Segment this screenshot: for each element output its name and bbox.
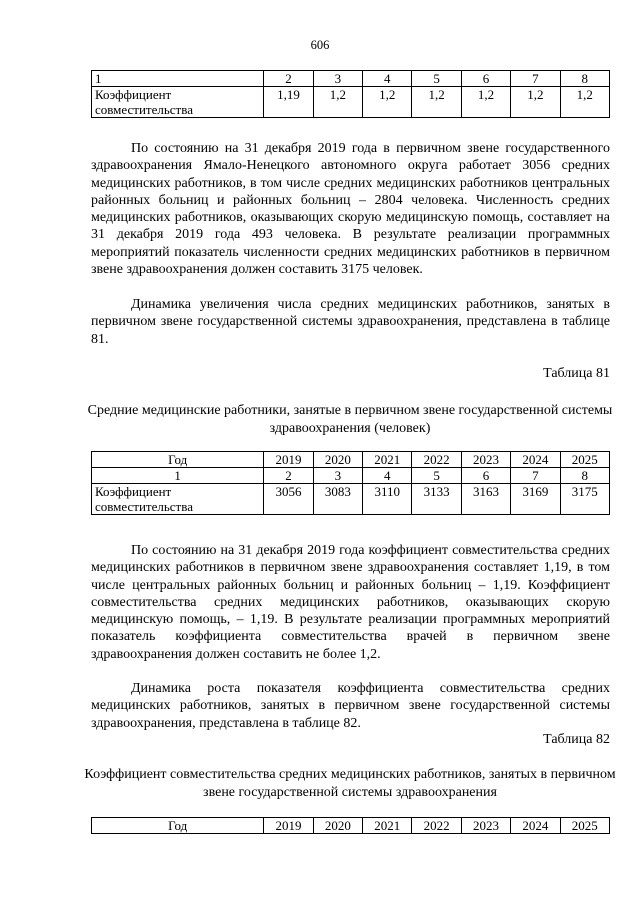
paragraph-4: Динамика роста показателя коэффициента совместительства средних медицинских работников, занятых в первичном звене государственной системы здравоохранения, представлена в таблице 82.: [91, 681, 610, 731]
table-81-label: Таблица 81: [543, 366, 610, 381]
table-cell: 5: [412, 71, 461, 87]
table-cell: 3133: [412, 484, 461, 515]
table-cell: 2: [264, 468, 313, 484]
table-cell: 2019: [264, 452, 313, 468]
year-header: Год: [92, 818, 264, 834]
page-number: 606: [310, 38, 330, 52]
table-cell: 2020: [313, 818, 362, 834]
table-82: [91, 817, 610, 834]
table-cell: 4: [363, 468, 412, 484]
table-cell: 2020: [313, 452, 362, 468]
table-row: [92, 468, 610, 484]
table-cell: 1,19: [264, 87, 313, 118]
table-cell: 2024: [511, 818, 560, 834]
row-label: Коэффициент совместительства: [92, 484, 264, 515]
table-cell: 3175: [560, 484, 609, 515]
table-row: [92, 484, 610, 515]
year-header: Год: [92, 452, 264, 468]
table-cell: 5: [412, 468, 461, 484]
table-row: [92, 818, 610, 834]
table-cell: 3056: [264, 484, 313, 515]
table-81-title: Средние медицинские работники, занятые в первичном звене государственной системы здравоохранения (человек): [87, 403, 613, 436]
table-cell: 1: [92, 71, 264, 87]
table-82-label: Таблица 82: [543, 732, 610, 747]
table-cell: 2023: [461, 452, 510, 468]
table-cell: 2: [264, 71, 313, 87]
table-top: [91, 70, 610, 118]
table-cell: 1,2: [511, 87, 560, 118]
table-cell: 2025: [560, 452, 609, 468]
table-cell: 3083: [313, 484, 362, 515]
table-cell: 4: [363, 71, 412, 87]
table-cell: 3163: [461, 484, 510, 515]
table-cell: 2022: [412, 818, 461, 834]
table-cell: 3: [313, 71, 362, 87]
paragraph-2: Динамика увеличения числа средних медицинских работников, занятых в первичном звене государственной системы здравоохранения, представлена в таблице 81.: [91, 297, 610, 347]
table-cell: 1,2: [461, 87, 510, 118]
table-81: [91, 451, 610, 515]
table-cell: 1,2: [313, 87, 362, 118]
table-cell: 7: [511, 71, 560, 87]
table-cell: 6: [461, 468, 510, 484]
table-cell: 2022: [412, 452, 461, 468]
table-cell: 2024: [511, 452, 560, 468]
table-row: [92, 452, 610, 468]
table-row: [92, 71, 610, 87]
table-cell: 1,2: [412, 87, 461, 118]
row-label: Коэффициент совместительства: [92, 87, 264, 118]
table-cell: 3110: [363, 484, 412, 515]
table-cell: 1,2: [363, 87, 412, 118]
table-cell: 8: [560, 71, 609, 87]
table-cell: 1: [92, 468, 264, 484]
paragraph-3: По состоянию на 31 декабря 2019 года коэффициент совместительства средних медицинских работников в первичном звене здравоохранения составляет 1,19, в том числе центральных районных больниц и районных больниц – 1,19. Коэффициент совместительства средних медицинских работников, оказывающих скорую медицинскую помощь, – 1,19. В результате реализации программных мероприятий показатель коэффициента совместительства врачей в первичном звене здравоохранения должен составить не более 1,2.: [91, 543, 610, 662]
table-cell: 6: [461, 71, 510, 87]
table-cell: 1,2: [560, 87, 609, 118]
table-82-title: Коэффициент совместительства средних медицинских работников, занятых в первичном звене государственной системы здравоохранения: [84, 767, 616, 800]
table-cell: 7: [511, 468, 560, 484]
paragraph-1: По состоянию на 31 декабря 2019 года в первичном звене государственного здравоохранения Ямало-Ненецкого автономного округа работает 3056 средних медицинских работников, в том числе средних медицинских работников центральных районных больниц и районных больниц – 2804 человека. Численность средних медицинских работников, оказывающих скорую медицинскую помощь, составляет на 31 декабря 2019 года 493 человека. В результате реализации программных мероприятий показатель численности средних медицинских работников в первичном звене здравоохранения должен составить 3175 человек.: [91, 141, 610, 278]
table-cell: 2021: [363, 818, 412, 834]
table-cell: 2021: [363, 452, 412, 468]
table-row: [92, 87, 610, 118]
table-cell: 8: [560, 468, 609, 484]
table-cell: 2025: [560, 818, 609, 834]
table-cell: 3169: [511, 484, 560, 515]
table-cell: 3: [313, 468, 362, 484]
table-cell: 2019: [264, 818, 313, 834]
table-cell: 2023: [461, 818, 510, 834]
